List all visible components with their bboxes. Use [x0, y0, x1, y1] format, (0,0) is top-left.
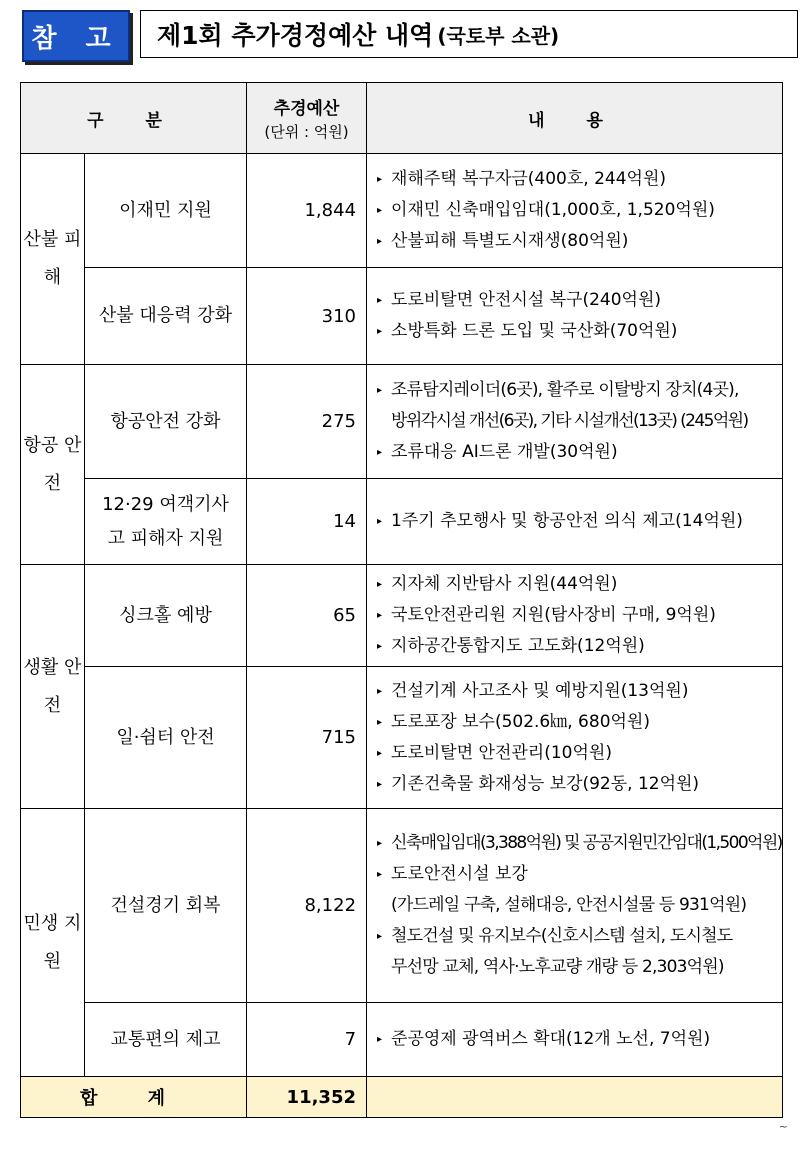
- table-row: [21, 565, 783, 667]
- reference-badge: 참 고: [22, 10, 130, 62]
- table-row: [21, 667, 783, 809]
- list-item: ▸ 도로비탈면 안전관리(10억원): [377, 742, 612, 763]
- header-category: 구 분: [21, 83, 247, 154]
- total-row: [21, 1077, 783, 1118]
- category-cell: 항공 안전: [21, 365, 85, 565]
- header-content: 내 용: [367, 83, 783, 154]
- list-item-continuation: (가드레일 구축, 설해대응, 안전시설물 등 931억원): [391, 895, 747, 915]
- list-item: ▸ 도로비탈면 안전시설 복구(240억원): [377, 290, 662, 310]
- table-row: [21, 1003, 783, 1077]
- content-cell: [367, 809, 783, 1003]
- table-row: [21, 365, 783, 479]
- table-row: [21, 154, 783, 268]
- title-box: [140, 10, 798, 58]
- content-cell: [367, 268, 783, 365]
- total-empty-cell: [367, 1077, 783, 1118]
- table-row: [21, 479, 783, 565]
- page-header: [22, 10, 130, 62]
- amount-cell: 8,122: [247, 809, 367, 1003]
- list-item: ▸ 조류탐지레이더(6곳), 활주로 이탈방지 장치(4곳),: [377, 380, 739, 400]
- list-item: ▸ 철도건설 및 유지보수(신호시스템 설치, 도시철도: [377, 926, 733, 946]
- list-item: ▸ 준공영제 광역버스 확대(12개 노선, 7억원): [377, 1029, 711, 1049]
- category-cell: 산불 피해: [21, 154, 85, 365]
- amount-cell: 65: [247, 565, 367, 667]
- amount-cell: 275: [247, 365, 367, 479]
- table-header-row: [21, 83, 783, 154]
- list-item: ▸ 지자체 지반탐사 지원(44억원): [377, 574, 618, 594]
- amount-cell: 1,844: [247, 154, 367, 268]
- item-cell: 항공안전 강화: [85, 365, 247, 479]
- item-cell: 건설경기 회복: [85, 809, 247, 1003]
- amount-cell: 7: [247, 1003, 367, 1077]
- item-cell: 싱크홀 예방: [85, 565, 247, 667]
- amount-cell: 14: [247, 479, 367, 565]
- item-cell: 12·29 여객기사고 피해자 지원: [85, 479, 247, 565]
- content-cell: [367, 565, 783, 667]
- header-budget-unit: (단위 : 억원): [264, 123, 349, 141]
- list-item: ▸ 조류대응 AI드론 개발(30억원): [377, 442, 618, 462]
- content-cell: [367, 365, 783, 479]
- amount-cell: 310: [247, 268, 367, 365]
- list-item: ▸ 재해주택 복구자금(400호, 244억원): [377, 169, 667, 189]
- list-item: ▸ 건설기계 사고조사 및 예방지원(13억원): [377, 680, 689, 701]
- page-subtitle: (국토부 소관): [437, 23, 560, 48]
- list-item-continuation: 방위각시설 개선(6곳), 기타 시설개선(13곳) (245억원): [391, 411, 748, 431]
- page-title: 제1회 추가경정예산 내역: [157, 21, 434, 50]
- table-row: [21, 809, 783, 1003]
- amount-cell: 715: [247, 667, 367, 809]
- list-item: ▸ 국토안전관리원 지원(탐사장비 구매, 9억원): [377, 605, 716, 625]
- list-item: ▸ 도로안전시설 보강: [377, 864, 528, 884]
- content-cell: [367, 479, 783, 565]
- table-row: [21, 268, 783, 365]
- budget-table: [20, 82, 783, 1118]
- total-amount: 11,352: [247, 1077, 367, 1118]
- list-item: ▸ 산불피해 특별도시재생(80억원): [377, 231, 629, 251]
- footer-mark: ~: [778, 1120, 788, 1133]
- item-cell: 이재민 지원: [85, 154, 247, 268]
- list-item: ▸ 지하공간통합지도 고도화(12억원): [377, 636, 645, 656]
- category-cell: 생활 안전: [21, 565, 85, 809]
- list-item: ▸ 소방특화 드론 도입 및 국산화(70억원): [377, 321, 678, 341]
- content-cell: [367, 667, 783, 809]
- category-cell: 민생 지원: [21, 809, 85, 1077]
- header-budget: 추경예산 (단위 : 억원): [247, 83, 367, 154]
- list-item: ▸ 1주기 추모행사 및 항공안전 의식 제고(14억원): [377, 511, 743, 531]
- item-cell: 교통편의 제고: [85, 1003, 247, 1077]
- content-cell: [367, 154, 783, 268]
- item-cell: 일·쉼터 안전: [85, 667, 247, 809]
- total-label: 합 계: [21, 1077, 247, 1118]
- list-item: ▸ 기존건축물 화재성능 보강(92동, 12억원): [377, 773, 700, 794]
- list-item: ▸ 도로포장 보수(502.6㎞, 680억원): [377, 711, 650, 732]
- list-item: ▸ 이재민 신축매입임대(1,000호, 1,520억원): [377, 200, 715, 220]
- list-item: ▸ 신축매입임대(3,388억원) 및 공공지원민간임대(1,500억원): [377, 833, 782, 853]
- item-cell: 산불 대응력 강화: [85, 268, 247, 365]
- list-item-continuation: 무선망 교체, 역사·노후교량 개량 등 2,303억원): [391, 957, 724, 977]
- content-cell: [367, 1003, 783, 1077]
